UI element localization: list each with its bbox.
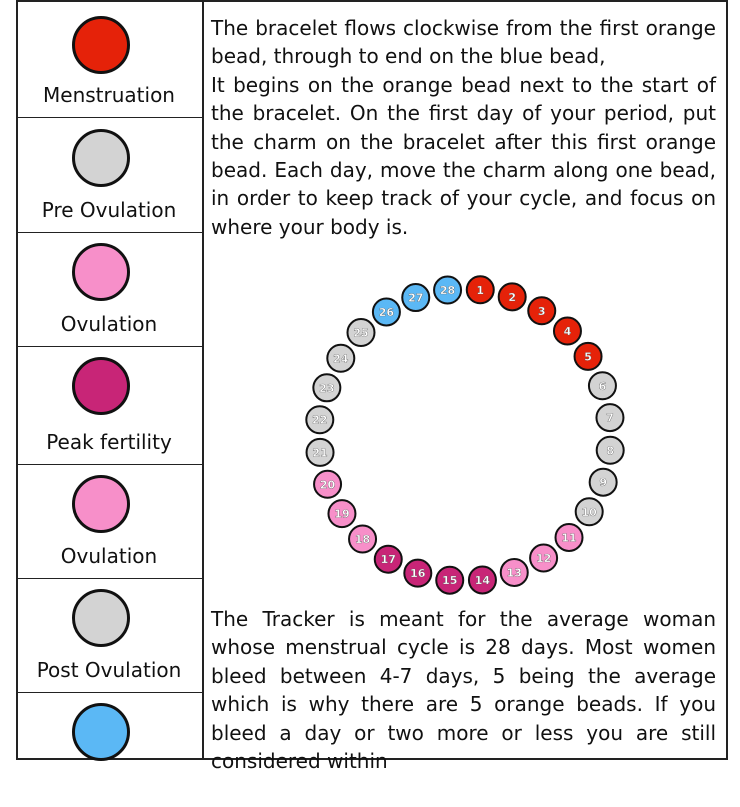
bracelet-bead [554, 317, 581, 344]
legend-label: Menstruation [43, 83, 175, 107]
bracelet-bead [575, 343, 602, 370]
legend-label: Ovulation [60, 544, 158, 568]
bead-number: 14 [474, 573, 491, 587]
intro-text [211, 14, 716, 241]
bead-number: 7 [606, 411, 614, 425]
bead-number: 23 [319, 381, 335, 395]
legend-label: Post Ovulation [36, 658, 182, 682]
bracelet-bead [576, 498, 603, 525]
bracelet-bead [590, 469, 617, 496]
bead-number: 19 [334, 507, 350, 521]
bead-number: 11 [561, 531, 577, 545]
bead-number: 16 [410, 567, 426, 581]
bracelet-bead [556, 524, 583, 551]
bead-number: 6 [598, 379, 607, 393]
bracelet-bead [375, 546, 402, 573]
bracelet-bead [501, 559, 528, 586]
legend-row-blue [16, 693, 202, 807]
bead-number: 15 [442, 574, 458, 588]
bead-number: 27 [408, 291, 424, 305]
intro-paragraph-2: It begins on the orange bead next to the start of the bracelet. On the first day of your period, put the charm on the bracelet after this first orange bead. Each day, move the charm along one bead, in order to keep track of your cycle, and focus on where your body is. [211, 72, 716, 239]
bead-number: 1 [476, 283, 485, 297]
legend-row-post-ovulation [16, 579, 202, 693]
legend-label: Pre Ovulation [41, 198, 177, 222]
bracelet-bead [467, 276, 494, 303]
intro-paragraph-1: The bracelet flows clockwise from the first orange bead, through to end on the blue bead, [211, 16, 716, 69]
legend-row-ovulation [16, 233, 202, 347]
bracelet-bead [528, 297, 555, 324]
bottom-paragraph: The Tracker is meant for the average woman whose menstrual cycle is 28 days. Most women bleed between 4-7 days, 5 being the average which is why there are 5 orange beads. If you bleed a day or two more or less you are still considered within [211, 607, 716, 774]
bead-number: 26 [378, 305, 395, 319]
bead-number: 25 [353, 326, 369, 340]
bracelet-bead [469, 566, 496, 593]
bracelet-bead [373, 298, 400, 325]
bracelet-bead [596, 404, 623, 431]
legend-row-pre-ovulation [16, 118, 202, 233]
bead-number: 28 [439, 284, 456, 298]
legend-row-ovulation-2 [16, 465, 202, 579]
bottom-text [211, 605, 716, 775]
legend-column [16, 0, 204, 760]
bracelet-bead [597, 437, 624, 464]
legend-label: Peak fertility [46, 430, 172, 454]
bracelet-bead [347, 319, 374, 346]
menstruation-bead-icon [72, 16, 130, 74]
bead-number: 17 [380, 553, 396, 567]
blue-bead-icon [72, 703, 130, 761]
bracelet-bead [434, 277, 461, 304]
bracelet-bead [349, 526, 376, 553]
ovulation-bead-icon [72, 243, 130, 301]
peak-fertility-bead-icon [72, 357, 130, 415]
bracelet-bead [404, 560, 431, 587]
bracelet-bead [327, 345, 354, 372]
bead-number: 2 [508, 290, 517, 304]
bracelet-bead [328, 500, 355, 527]
bead-number: 18 [354, 533, 371, 547]
bracelet-bead [307, 439, 334, 466]
bracelet-bead [530, 545, 557, 572]
bead-number: 13 [506, 566, 522, 580]
bead-number: 12 [535, 552, 552, 566]
bracelet-bead [402, 284, 429, 311]
post-ovulation-bead-icon [72, 589, 130, 647]
bead-number: 8 [606, 444, 615, 458]
bracelet-bead [499, 283, 526, 310]
bracelet-diagram [300, 270, 630, 600]
bead-number: 5 [584, 350, 592, 364]
bead-number: 10 [581, 505, 597, 519]
bead-number: 3 [537, 304, 546, 318]
legend-row-peak-fertility [16, 347, 202, 465]
bead-number: 4 [563, 324, 572, 338]
legend-row-menstruation [16, 0, 202, 118]
bracelet-bead [306, 406, 333, 433]
bead-number: 9 [599, 476, 607, 490]
legend-label: Ovulation [60, 312, 158, 336]
bead-number: 21 [312, 446, 328, 460]
pre-ovulation-bead-icon [72, 129, 130, 187]
bead-number: 22 [312, 413, 328, 427]
bracelet-bead [436, 567, 463, 594]
bracelet-bead [589, 372, 616, 399]
bracelet-bead [314, 471, 341, 498]
bracelet-bead [313, 374, 340, 401]
ovulation-bead-icon [72, 475, 130, 533]
bead-number: 20 [319, 478, 336, 492]
bead-number: 24 [333, 352, 349, 366]
